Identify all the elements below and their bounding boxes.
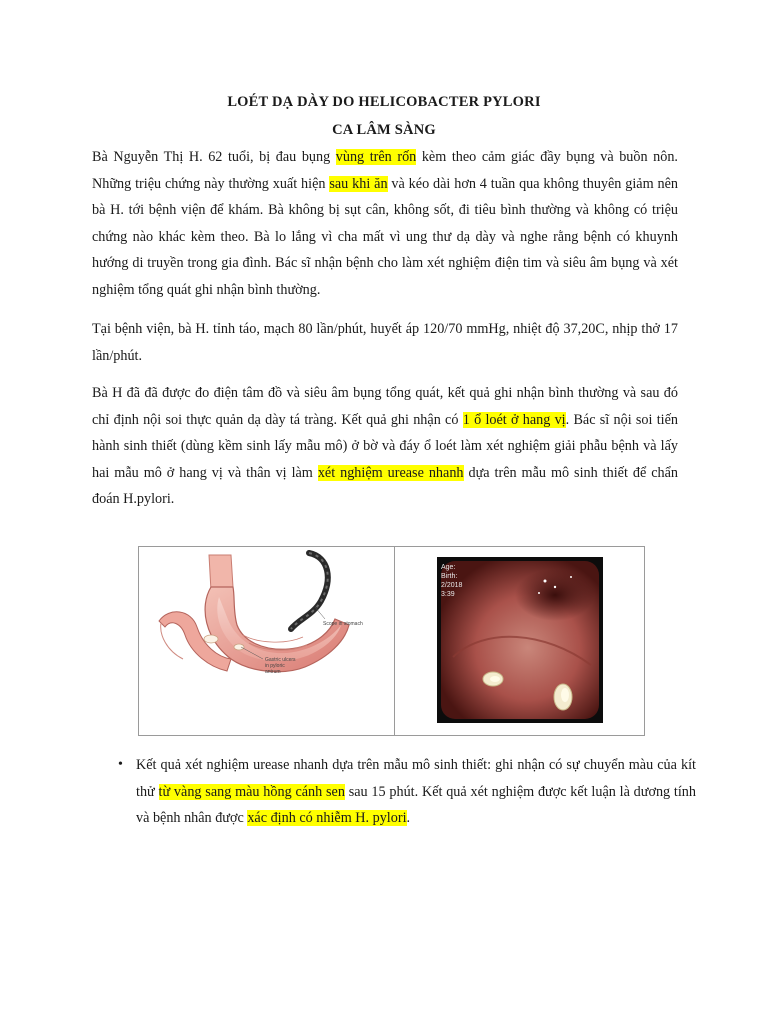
text-run: và kéo dài hơn 4 tuần qua không thuyên giảm nên bà H. tới bệnh viện để khám. Bà không bị sụt cân, không sốt, đi tiêu bình thường và không có triệu chứng nào khác kèm theo. Bà lo lắng vì cha mất vì ung thư dạ dày và nghe rằng bệnh có khuynh hướng di truyền trong gia đình. Bác sĩ nhận bệnh cho làm xét nghiệm điện tim và siêu âm bụng và xét nghiệm tổng quát ghi nhận bình thường.	[92, 175, 678, 298]
text-run: Bà H đã đã được đo điện tâm đồ và siêu âm bụng tổng quát, kết quả ghi nhận bình thường và sau đó chỉ định nội soi thực quản dạ dày tá tràng. Kết quả ghi nhận có	[92, 385, 678, 428]
label-scope: Scope in stomach	[323, 621, 363, 627]
highlight-urease-test: xét nghiệm urease nhanh	[317, 464, 464, 481]
bullet-marker: •	[118, 757, 123, 772]
highlight-timing: sau khi ăn	[329, 175, 388, 192]
osd-date: 2/2018	[441, 582, 463, 589]
stomach-illustration	[139, 547, 394, 735]
text-run: dựa trên mẫu mô sinh thiết để chẩn đoán H.pylori.	[92, 464, 678, 507]
osd-time: 3:39	[441, 591, 455, 598]
text-run: Bà Nguyễn Thị H. 62 tuổi, bị đau bụng	[92, 149, 336, 165]
highlight-location: vùng trên rốn	[335, 149, 417, 165]
bullet-text	[136, 752, 696, 832]
text-run: Kết quả xét nghiệm urease nhanh dựa trên mẫu mô sinh thiết: ghi nhận có sự chuyển màu của kít thử	[136, 757, 696, 800]
paragraph-history	[92, 144, 678, 303]
text-run: .	[406, 810, 411, 826]
label-ulcer-3: antrum	[265, 669, 281, 675]
endoscopy-photo	[395, 547, 644, 735]
paragraph-vitals: Tại bệnh viện, bà H. tỉnh táo, mạch 80 lần/phút, huyết áp 120/70 mmHg, nhiệt độ 37,20C, nhịp thở 17 lần/phút.	[92, 321, 678, 364]
text-run: . Bác sĩ nội soi tiến hành sinh thiết (dùng kềm sinh lấy mẫu mô) ở bờ và đáy ổ loét làm xét nghiệm giải phẫu bệnh và lấy hai mẫu mô ở hang vị và thân vị làm	[92, 411, 678, 481]
label-ulcer-2: in pyloric	[265, 663, 285, 669]
figure-table	[138, 546, 645, 736]
osd-birth: Birth:	[441, 573, 458, 580]
highlight-ulcer: 1 ổ loét ở hang vị	[462, 411, 566, 428]
label-ulcer-1: Gastric ulcers	[265, 657, 296, 663]
document-title: LOÉT DẠ DÀY DO HELICOBACTER PYLORI	[227, 94, 541, 110]
text-run: sau 15 phút. Kết quả xét nghiệm được kết luận là dương tính và bệnh nhân được	[136, 783, 696, 826]
highlight-diagnosis: xác định có nhiễm H. pylori	[247, 810, 407, 826]
paragraph-endoscopy	[92, 380, 678, 513]
text-run: kèm theo cảm giác đầy bụng và buồn nôn. Những triệu chứng này thường xuất hiện	[92, 149, 678, 192]
osd-age: Age:	[441, 564, 456, 571]
highlight-color-change: từ vàng sang màu hồng cánh sen	[158, 783, 345, 800]
document-subtitle: CA LÂM SÀNG	[332, 122, 436, 138]
